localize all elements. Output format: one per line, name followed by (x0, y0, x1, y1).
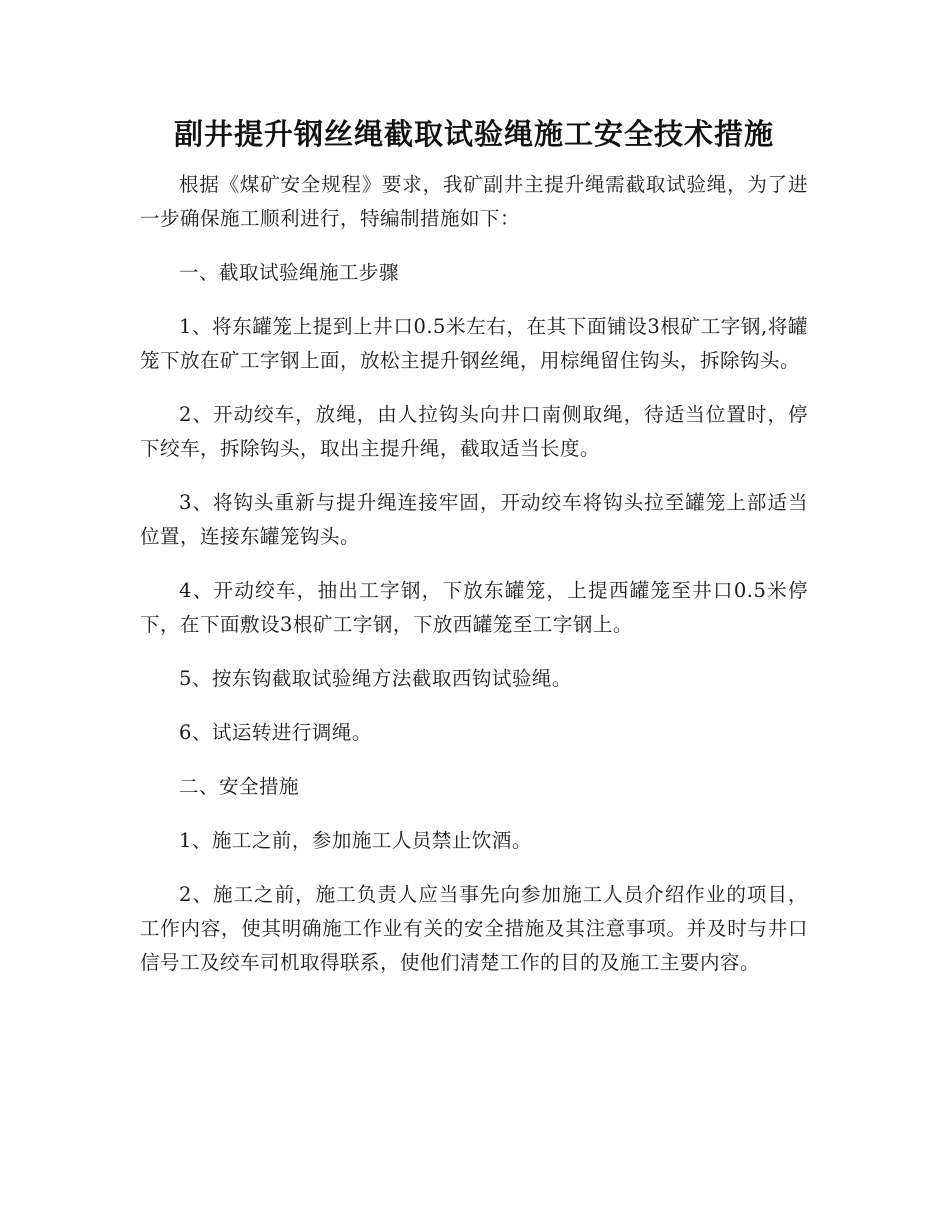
step-1-paragraph: 1、将东罐笼上提到上井口0.5米左右，在其下面铺设3根矿工字钢,将罐笼下放在矿工字钢上面，放松主提升钢丝绳，用棕绳留住钩头，拆除钩头。 (140, 315, 808, 372)
step-4-paragraph: 4、开动绞车，抽出工字钢，下放东罐笼，上提西罐笼至井口0.5米停下，在下面敷设3根矿工字钢，下放西罐笼至工字钢上。 (140, 579, 808, 636)
step-3-paragraph: 3、将钩头重新与提升绳连接牢固，开动绞车将钩头拉至罐笼上部适当位置，连接东罐笼钩头。 (140, 491, 808, 548)
step-5-paragraph: 5、按东钩截取试验绳方法截取西钩试验绳。 (179, 667, 572, 690)
step-6-paragraph: 6、试运转进行调绳。 (179, 721, 372, 744)
safety-1-paragraph: 1、施工之前，参加施工人员禁止饮酒。 (179, 829, 532, 852)
section-2-heading: 二、安全措施 (179, 775, 300, 798)
step-2-paragraph: 2、开动绞车，放绳，由人拉钩头向井口南侧取绳，待适当位置时，停下绞车，拆除钩头，取出主提升绳，截取适当长度。 (140, 403, 808, 460)
document-title: 副井提升钢丝绳截取试验绳施工安全技术措施 (173, 117, 774, 151)
section-1-heading: 一、截取试验绳施工步骤 (179, 261, 400, 284)
safety-2-paragraph: 2、施工之前，施工负责人应当事先向参加施工人员介绍作业的项目，工作内容，使其明确施工作业有关的安全措施及其注意事项。并及时与井口信号工及绞车司机取得联系，使他们清楚工作的目的及施工主要内容。 (140, 883, 808, 974)
document-page (140, 112, 808, 980)
intro-paragraph: 根据《煤矿安全规程》要求，我矿副井主提升绳需截取试验绳，为了进一步确保施工顺利进行，特编制措施如下： (140, 173, 808, 230)
